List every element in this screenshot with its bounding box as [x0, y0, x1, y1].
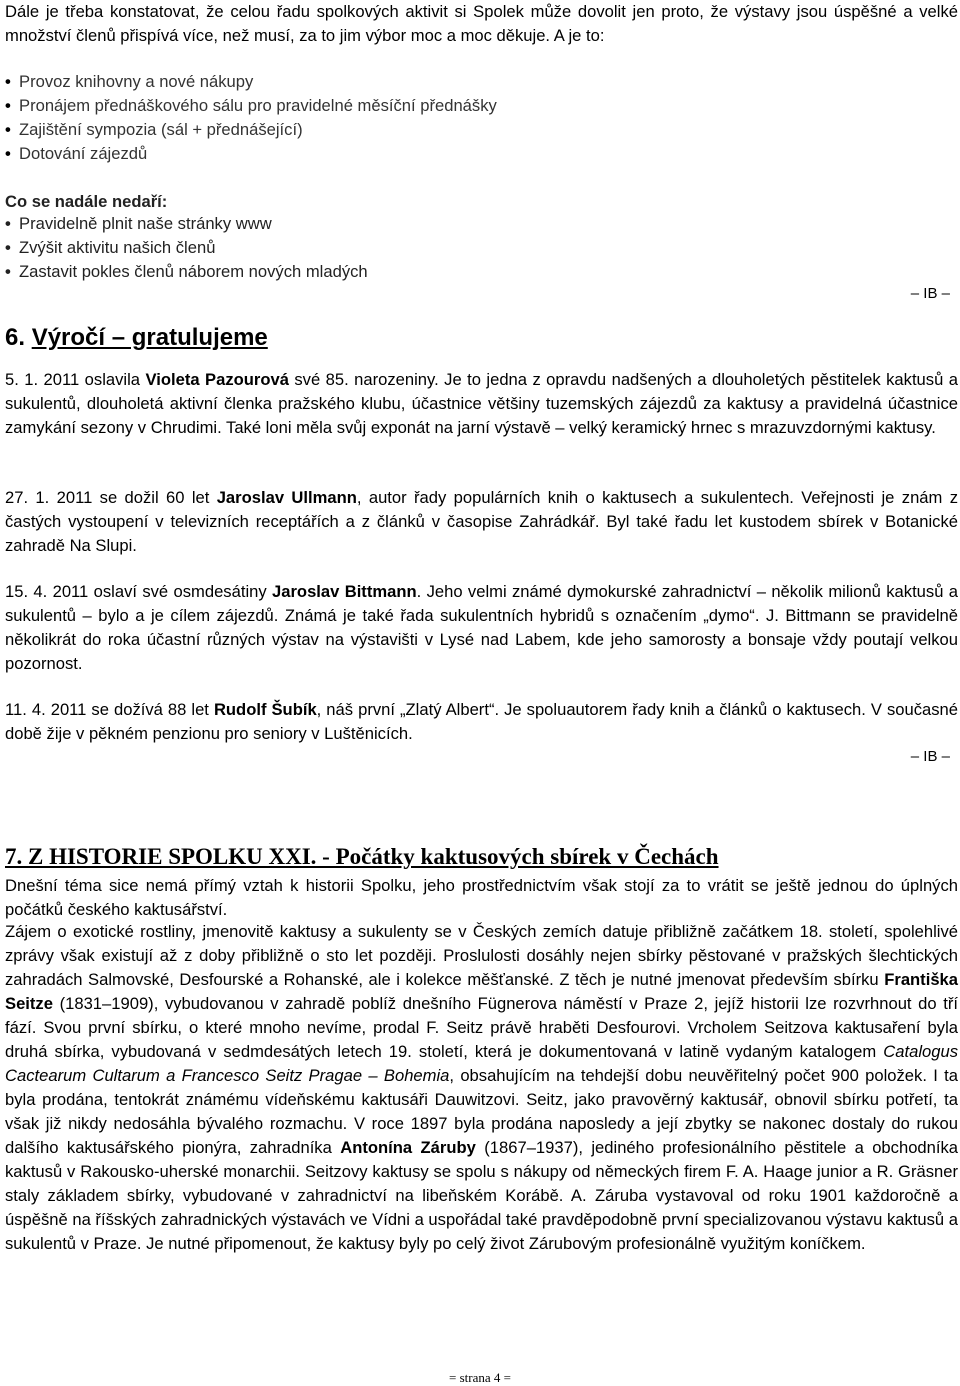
list-item: • Provoz knihovny a nové nákupy	[5, 70, 497, 94]
bullet-icon: •	[5, 238, 11, 257]
anniversary-paragraph: 15. 4. 2011 oslaví své osmdesátiny Jaroslav Bittmann. Jeho velmi známé dymokurské zahradnictví – několik milionů kaktusů a sukulentů – bylo a je cílem zájezdů. Známá je také řada sukulentních hybridů s označením „dymo“. J. Bittmann se pravidelně několikrát do roka účastní různých výstav na výstavišti v Lysé nad Labem, kde jeho samorosty a bonsaje vždy poutají velkou pozornost.	[5, 582, 959, 673]
list-item: • Zastavit pokles členů náborem nových mladých	[5, 260, 368, 284]
bullet-icon: •	[5, 120, 11, 139]
anniversary-paragraph: 27. 1. 2011 se dožil 60 let Jaroslav Ullmann, autor řady populárních knih o kaktusech a sukulentech. Veřejnosti je znám z častých vystoupení v televizních receptářích a z článků v časopise Zahrádkář. Byl také řadu let kustodem sbírek v Botanické zahradě Na Slupi.	[5, 488, 958, 555]
intro-paragraph: Dále je třeba konstatovat, že celou řadu spolkových aktivit si Spolek může dovolit jen proto, že výstavy jsou úspěšné a velké množství členů přispívá více, než musí, za to jim výbor moc a moc děkuje. A je to:	[5, 2, 958, 45]
section-6-title: Výročí – gratulujeme	[31, 324, 268, 351]
bullet-icon: •	[5, 96, 11, 115]
person-name: Jaroslav Ullmann	[216, 488, 357, 507]
page-number: = strana 4 =	[449, 1370, 511, 1385]
nedari-heading: Co se nadále nedaří:	[5, 192, 168, 211]
list-item: • Zvýšit aktivitu našich členů	[5, 236, 368, 260]
support-list	[5, 70, 497, 166]
bullet-icon: •	[5, 262, 11, 281]
section-7-heading: 7. Z HISTORIE SPOLKU XXI. - Počátky kaktusových sbírek v Čechách	[5, 844, 719, 869]
nedari-list	[5, 212, 368, 284]
author-signature: – IB –	[910, 748, 950, 765]
list-item: • Zajištění sympozia (sál + přednášející)	[5, 118, 497, 142]
person-name: Jaroslav Bittmann	[272, 582, 417, 601]
list-item: • Dotování zájezdů	[5, 142, 497, 166]
bullet-icon: •	[5, 214, 11, 233]
person-name: Antonína Záruby	[340, 1138, 476, 1157]
history-paragraph: Dnešní téma sice nemá přímý vztah k historii Spolku, jeho prostřednictvím však stojí za to vrátit se ještě jednou do úplných počátků českého kaktusářství.	[5, 876, 958, 919]
person-name: Rudolf Šubík	[213, 700, 317, 719]
list-item: • Pravidelně plnit naše stránky www	[5, 212, 368, 236]
anniversary-paragraph: 5. 1. 2011 oslavila Violeta Pazourová své 85. narozeniny. Je to jedna z opravdu nadšených a dlouholetých pěstitelek kaktusů a sukulentů, dlouholetá aktivní členka pražského klubu, účastnice většiny tuzemských zájezdů za kaktusy a pravidelná účastnice zamykání sezony v Chrudimi. Také loni měla svůj exponát na jarní výstavě – velký keramický hrnec s mrazuvzdornými kaktusy.	[5, 370, 958, 437]
history-paragraph: Zájem o exotické rostliny, jmenovitě kaktusy a sukulenty se v Českých zemích datuje přibližně začátkem 18. století, spolehlivé zprávy však existují až z doby přibližně o sto let později. Proslulosti dosáhly nejen sbírky pěstované v pražských šlechtických zahradách Salmovské, Desfourské a Rohanské, ale i kolekce měšťanské. Z těch je nutné jmenovat především sbírku Františka Seitze (1831–1909), vybudovanou v zahradě poblíž dnešního Fügnerova náměstí v Praze 2, jejíž historii lze rozvrhnout do tří fází. Svou první sbírku, o které mnoho nevíme, prodal F. Seitz právě hraběti Desfourovi. Vrcholem Seitzova kaktusaření byla druhá sbírka, vybudovaná v sedmdesátých letech 19. století, která je dokumentovaná v latině vydaným katalogem Catalogus Cactearum Cultarum a Francesco Seitz Pragae – Bohemia, obsahujícím na tehdejší dobu neuvěřitelný počet 900 položek. I ta byla prodána, tentokrát známému vídeňskému kaktusáři Dauwitzovi. Seitz, jako pravověrný kaktusář, obnovil sbírku potřetí, ta však již nikdy nedosáhla bývalého rozmachu. V roce 1897 byla prodána naposledy a její zbytky se nakonec dostaly do rukou dalšího kaktusářského pionýra, zahradníka Antonína Záruby (1867–1937), jediného profesionálního pěstitele a obchodníka kaktusů v Rakousko-uherské monarchii. Seitzovy kaktusy se spolu s nákupy od německých firem F. A. Haage junior a R. Gräsner staly základem sbírky, vybudované v zahradnictví na libeňském Korábě. A. Záruba vystavoval od roku 1901 každoročně a úspěšně na říšských zahradnických výstavách ve Vídni a uspořádal také pravděpodobně první specializovanou výstavu kaktusů a sukulentů v Praze. Je nutné připomenout, že kaktusy byly po celý život Zárubovým profesionálně využitým koníčkem.	[5, 922, 959, 1253]
section-6-heading: 6. Výročí – gratulujeme	[5, 324, 268, 351]
person-name: Violeta Pazourová	[145, 370, 289, 389]
catalog-title: Catalogus Cactearum Cultarum a Francesco Seitz Pragae – Bohemia	[5, 1042, 958, 1085]
author-signature: – IB –	[910, 285, 950, 302]
bullet-icon: •	[5, 144, 11, 163]
person-name: Františka Seitze	[5, 970, 958, 1013]
list-item: • Pronájem přednáškového sálu pro pravidelné měsíční přednášky	[5, 94, 497, 118]
bullet-icon: •	[5, 72, 11, 91]
anniversary-paragraph: 11. 4. 2011 se dožívá 88 let Rudolf Šubík, náš první „Zlatý Albert“. Je spoluautorem řady knih a článků o kaktusech. V současné době žije v pěkném penzionu pro seniory v Luštěnicích.	[5, 700, 958, 743]
